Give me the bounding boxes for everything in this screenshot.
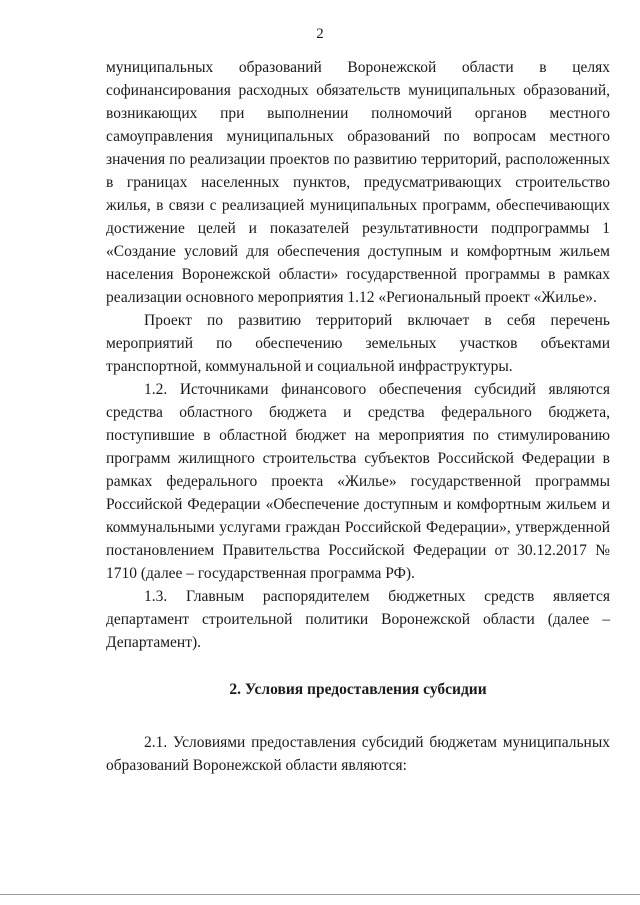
paragraph-1-3-budget-manager: 1.3. Главным распорядителем бюджетных средств является департамент строительной политики Воронежской области (далее – Департамент). <box>106 588 610 651</box>
page-bottom-rule <box>0 894 640 895</box>
paragraph-territory-project: Проект по развитию территорий включает в себя перечень мероприятий по обеспечению земельных участков объектами транспортной, коммунальной и социальной инфраструктуры. <box>106 312 610 375</box>
paragraph-2-1-conditions: 2.1. Условиями предоставления субсидий бюджетам муниципальных образований Воронежской области являются: <box>106 734 610 774</box>
document-body <box>106 56 610 777</box>
page-number: 2 <box>316 26 324 42</box>
section-heading: 2. Условия предоставления субсидии <box>229 681 487 698</box>
heading-spacer <box>106 701 610 731</box>
paragraph-1-2-funding-sources: 1.2. Источниками финансового обеспечения субсидий являются средства областного бюджета и средства федерального бюджета, поступившие в областной бюджет на мероприятия по стимулированию программ жилищного строительства субъектов Российской Федерации в рамках федерального проекта «Жилье» государственной программы Российской Федерации «Обеспечение доступным и комфортным жильем и коммунальными услугами граждан Российской Федерации», утвержденной постановлением Правительства Российской Федерации от 30.12.2017 № 1710 (далее – государственная программа РФ). <box>106 381 610 582</box>
paragraph-continuation: муниципальных образований Воронежской области в целях софинансирования расходных обязательств муниципальных образований, возникающих при выполнении полномочий органов местного самоуправления муниципальных образований по вопросам местного значения по реализации проектов по развитию территорий, расположенных в границах населенных пунктов, предусматривающих строительство жилья, в связи с реализацией муниципальных программ, обеспечивающих достижение целей и показателей результативности подпрограммы 1 «Создание условий для обеспечения доступным и комфортным жильем населения Воронежской области» государственной программы в рамках реализации основного мероприятия 1.12 «Региональный проект «Жилье». <box>106 59 610 306</box>
